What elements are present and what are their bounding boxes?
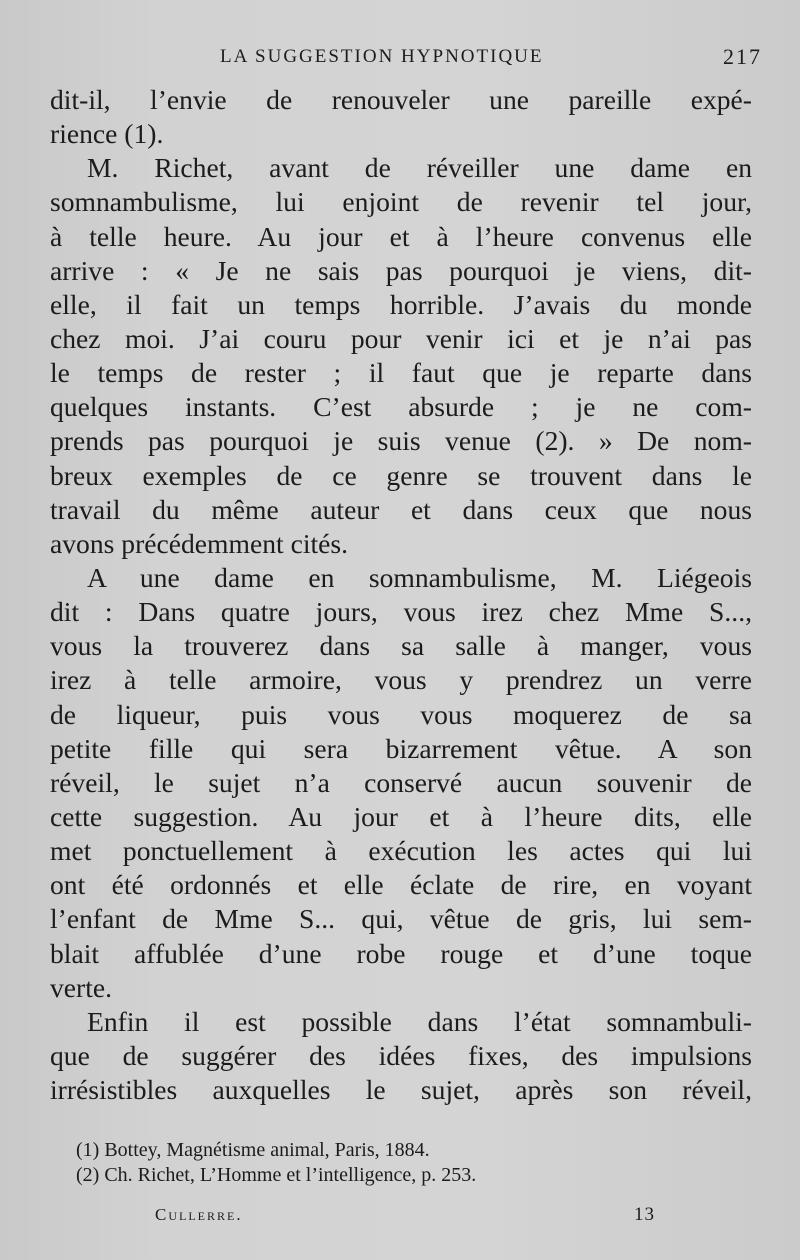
- text-line: que de suggérer des idées fixes, des impulsions: [50, 1039, 752, 1071]
- page-footer: [155, 1202, 655, 1230]
- running-head: LA SUGGESTION HYPNOTIQUE: [220, 46, 544, 67]
- signature-mark: Cullerre.: [155, 1205, 243, 1224]
- page-header: [50, 44, 762, 74]
- body-text: [50, 83, 752, 1107]
- text-line: rience (1).: [50, 118, 164, 150]
- text-line: avons précédemment cités.: [50, 527, 349, 559]
- page-number: 217: [723, 44, 762, 69]
- text-line: le temps de rester ; il faut que je reparte dans: [50, 357, 752, 389]
- text-line: arrive : « Je ne sais pas pourquoi je viens, dit-: [50, 254, 752, 286]
- text-line: somnambulisme, lui enjoint de revenir tel jour,: [50, 186, 752, 218]
- footnote: (2) Ch. Richet, L’Homme et l’intelligence, p. 253.: [76, 1164, 477, 1186]
- text-line: irez à telle armoire, vous y prendrez un verre: [50, 664, 752, 696]
- sheet-number: 13: [634, 1204, 655, 1225]
- text-line: blait affublée d’une robe rouge et d’une toque: [50, 937, 752, 969]
- footnote: (1) Bottey, Magnétisme animal, Paris, 1884.: [76, 1139, 430, 1161]
- text-line: à telle heure. Au jour et à l’heure convenus elle: [50, 220, 752, 252]
- text-line: A une dame en somnambulisme, M. Liégeois: [87, 561, 752, 593]
- text-line: travail du même auteur et dans ceux que nous: [50, 493, 752, 525]
- text-line: dit-il, l’envie de renouveler une pareille expé-: [50, 84, 752, 115]
- text-line: met ponctuellement à exécution les actes qui lui: [50, 835, 752, 867]
- text-line: dit : Dans quatre jours, vous irez chez Mme S...,: [50, 596, 752, 628]
- text-line: prends pas pourquoi je suis venue (2). » De nom-: [50, 425, 752, 457]
- text-line: cette suggestion. Au jour et à l’heure dits, elle: [50, 800, 752, 832]
- text-line: Enfin il est possible dans l’état somnambuli-: [87, 1005, 752, 1037]
- text-line: elle, il fait un temps horrible. J’avais du monde: [50, 288, 752, 320]
- text-line: l’enfant de Mme S... qui, vêtue de gris, lui sem-: [50, 903, 752, 935]
- text-line: breux exemples de ce genre se trouvent dans le: [50, 459, 752, 491]
- text-line: M. Richet, avant de réveiller une dame en: [87, 152, 752, 184]
- text-line: ont été ordonnés et elle éclate de rire, en voyant: [50, 869, 752, 901]
- text-line: verte.: [50, 971, 113, 1003]
- footnotes: [76, 1138, 716, 1188]
- text-line: de liqueur, puis vous vous moquerez de sa: [50, 698, 752, 730]
- text-line: vous la trouverez dans sa salle à manger, vous: [50, 630, 752, 662]
- text-line: chez moi. J’ai couru pour venir ici et je n’ai pas: [50, 322, 752, 354]
- text-line: petite fille qui sera bizarrement vêtue. A son: [50, 732, 752, 764]
- text-line: quelques instants. C’est absurde ; je ne com-: [50, 391, 752, 423]
- text-line: irrésistibles auxquelles le sujet, après son réveil,: [50, 1074, 752, 1106]
- text-line: réveil, le sujet n’a conservé aucun souvenir de: [50, 766, 752, 798]
